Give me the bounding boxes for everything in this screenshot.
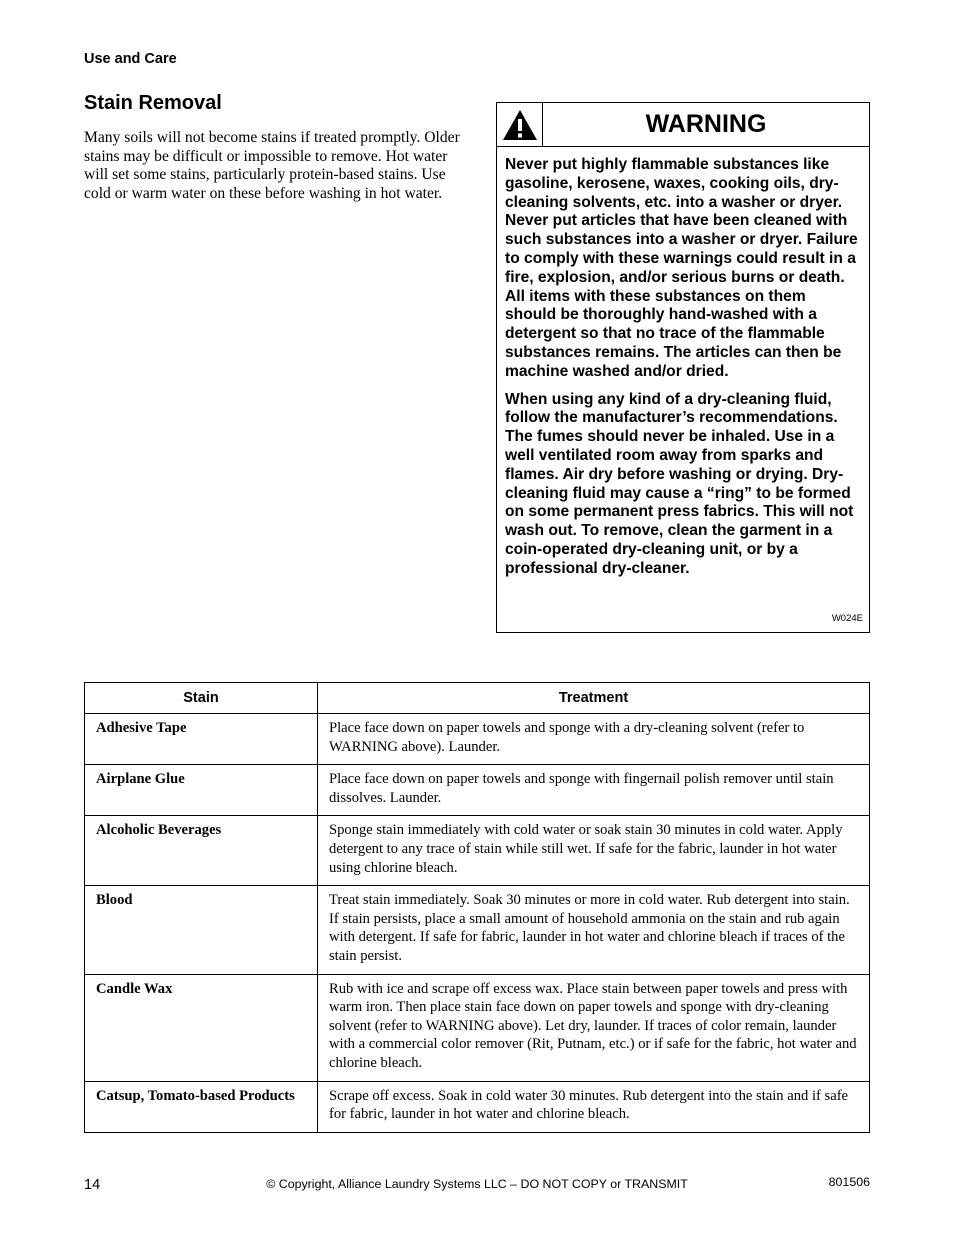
warning-triangle-icon xyxy=(502,109,538,141)
document-number: 801506 xyxy=(828,1175,870,1189)
warning-paragraph: When using any kind of a dry-cleaning fluid, follow the manufacturer’s recommendations. The fumes should never be inhaled. Use in a well ventilated room away from sparks and flames. Air dry before washing or drying. Dry-cleaning fluid may cause a “ring” to be formed on some permanent press fabrics. This will not wash out. To remove, clean the garment in a coin-operated dry-cleaning unit, or by a professional dry-cleaner. xyxy=(505,390,854,577)
table-row xyxy=(85,974,870,1081)
table-row xyxy=(85,816,870,886)
table-row xyxy=(85,886,870,974)
page-number: 14 xyxy=(84,1177,101,1193)
stain-treatment: Place face down on paper towels and sponge with fingernail polish remover until stain dissolves. Launder. xyxy=(318,765,870,816)
section-title: Stain Removal xyxy=(84,92,222,114)
table-row xyxy=(85,714,870,765)
warning-body xyxy=(497,147,869,579)
warning-paragraph: Never put highly flammable substances like gasoline, kerosene, waxes, cooking oils, dry-cleaning solvents, etc. into a washer or dryer. Never put articles that have been cleaned with such substances into a washer or dryer. Failure to comply with these warnings could result in a fire, explosion, and/or serious burns or death. All items with these substances on them should be thoroughly hand-washed with a detergent so that no trace of the flammable substances remains. The articles can then be machine washed and/or dried. xyxy=(505,156,858,380)
warning-title: WARNING xyxy=(645,110,767,138)
intro-paragraph: Many soils will not become stains if treated promptly. Older stains may be difficult or impossible to remove. Hot water will set some stains, particularly protein-based stains. Use cold or warm water on these before washing in hot water. xyxy=(84,129,460,203)
warning-icon-cell xyxy=(497,103,543,146)
stain-name: Blood xyxy=(85,886,318,974)
stain-name: Airplane Glue xyxy=(85,765,318,816)
table-row xyxy=(85,765,870,816)
table-row xyxy=(85,1081,870,1132)
section-label: Use and Care xyxy=(84,51,177,67)
stain-treatment: Scrape off excess. Soak in cold water 30 minutes. Rub detergent into the stain and if safe for fabric, launder in hot water and chlorine bleach. xyxy=(318,1081,870,1132)
stain-treatment: Treat stain immediately. Soak 30 minutes or more in cold water. Rub detergent into stain. If stain persists, place a small amount of household ammonia on the stain and rub again with detergent. If safe for fabric, launder in hot water and chlorine bleach if traces of the stain persist. xyxy=(318,886,870,974)
warning-header xyxy=(497,103,869,147)
warning-code: W024E xyxy=(831,613,863,624)
header-stain: Stain xyxy=(85,683,318,714)
stain-name: Catsup, Tomato-based Products xyxy=(85,1081,318,1132)
stain-treatment: Sponge stain immediately with cold water or soak stain 30 minutes in cold water. Apply detergent to any trace of stain while still wet. If safe for the fabric, launder in hot water using chlorine bleach. xyxy=(318,816,870,886)
warning-box xyxy=(496,102,870,633)
stain-treatment-table xyxy=(84,682,870,1133)
stain-name: Candle Wax xyxy=(85,974,318,1081)
copyright-notice: © Copyright, Alliance Laundry Systems LLC – DO NOT COPY or TRANSMIT xyxy=(266,1177,688,1191)
table-header-row xyxy=(85,683,870,714)
stain-name: Adhesive Tape xyxy=(85,714,318,765)
stain-treatment: Place face down on paper towels and sponge with a dry-cleaning solvent (refer to WARNING above). Launder. xyxy=(318,714,870,765)
header-treatment: Treatment xyxy=(318,683,870,714)
stain-treatment: Rub with ice and scrape off excess wax. Place stain between paper towels and press with warm iron. Then place stain face down on paper towels and sponge with dry-cleaning solvent (refer to WARNING above). Let dry, launder. If traces of color remain, launder with a commercial color remover (Rit, Putnam, etc.) or if safe for the fabric, hot water and chlorine bleach. xyxy=(318,974,870,1081)
stain-name: Alcoholic Beverages xyxy=(85,816,318,886)
